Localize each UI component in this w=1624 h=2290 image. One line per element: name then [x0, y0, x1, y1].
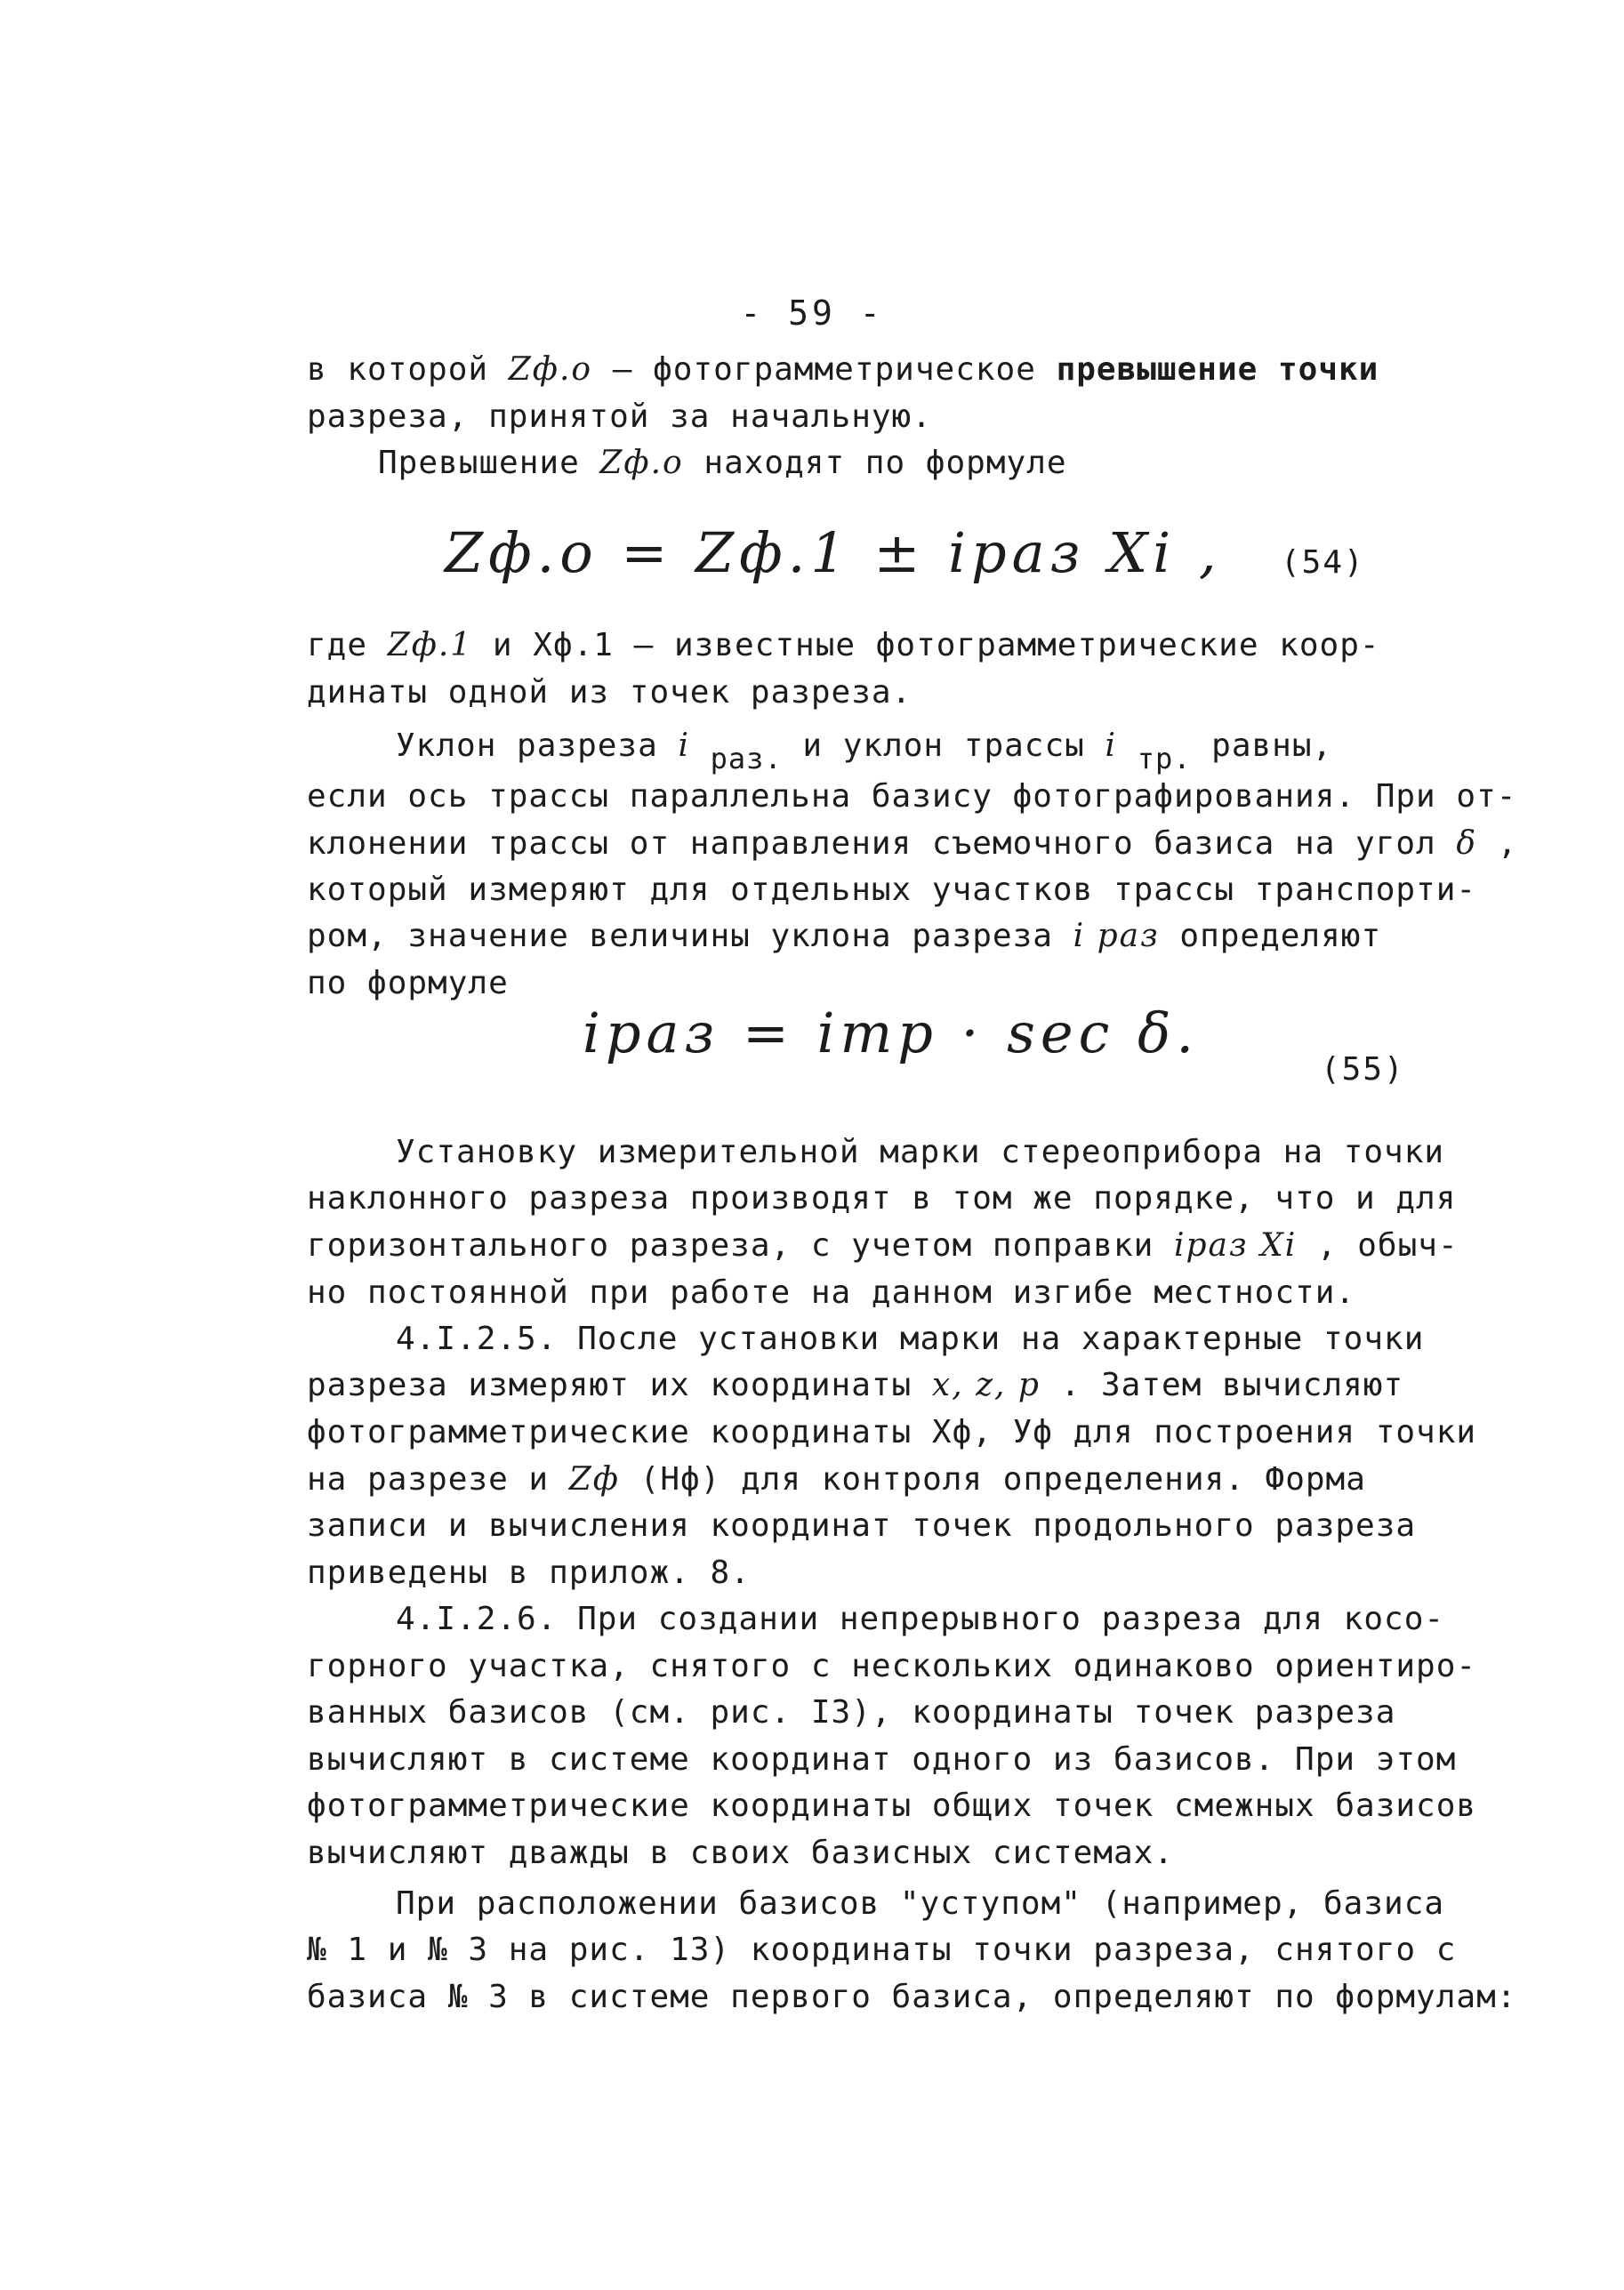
text-line-26: фотограмметрические координаты общих точек смежных базисов [307, 1788, 1477, 1824]
text-line-23: горного участка, снятого с нескольких одинаково ориентиро- [307, 1648, 1477, 1684]
text-line-22: 4.I.2.6. При создании непрерывного разреза для косо- [396, 1601, 1445, 1637]
text-line-5: динаты одной из точек разреза. [307, 674, 912, 711]
text-line-27: вычисляют дважды в своих базисных системах. [307, 1835, 1174, 1871]
handwritten-symbol: Zф.1 [387, 627, 473, 663]
text-line-3: Превышение Zф.о находят по формуле [378, 445, 1067, 481]
text-line-6: Уклон разреза i раз. и уклон трассы i тр. равны, [396, 727, 1333, 775]
page-number: - 59 - [740, 293, 884, 333]
formula-54: Zф.о = Zф.1 ± iраз Xi , [445, 520, 1222, 585]
text-line-16: 4.I.2.5. После установки марки на характерные точки [396, 1321, 1425, 1357]
text-line-2: разреза, принятой за начальную. [307, 398, 932, 435]
text-line-30: базиса № 3 в системе первого базиса, определяют по формулам: [307, 1979, 1517, 2015]
equation-number-54: (54) [1281, 544, 1365, 581]
text-line-13: наклонного разреза производят в том же порядке, что и для [307, 1180, 1457, 1217]
text-line-25: вычисляют в системе координат одного из базисов. При этом [307, 1741, 1457, 1778]
text-line-7: если ось трассы параллельна базису фотографирования. При от- [307, 778, 1517, 815]
handwritten-symbol: Zф.о [508, 351, 593, 388]
text-line-19: на разрезе и Zф (Нф) для контроля определения. Форма [307, 1461, 1366, 1498]
text-line-12: Установку измерительной марки стереоприбора на точки [396, 1134, 1445, 1170]
text-line-10: ром, значение величины уклона разреза i раз определяют [307, 918, 1382, 954]
text-line-11: по формуле [307, 965, 509, 1001]
text-line-14: горизонтального разреза, с учетом поправки iраз Xi , обыч- [307, 1227, 1459, 1264]
text-line-21: приведены в прилож. 8. [307, 1555, 751, 1591]
handwritten-symbol: iраз Xi [1173, 1227, 1298, 1264]
text-line-1: в которой Zф.о – фотограмметрическое превышение точки [307, 351, 1379, 388]
handwritten-symbol: Zф.о [599, 445, 684, 481]
handwritten-symbol: Zф [568, 1461, 620, 1498]
equation-number-55: (55) [1321, 1051, 1405, 1088]
handwritten-symbol: i раз [1073, 918, 1160, 954]
text-line-8: клонении трассы от направления съемочного базиса на угол δ , [307, 825, 1518, 862]
text-line-9: который измеряют для отдельных участков трассы транспорти- [307, 872, 1477, 908]
text-line-28: При расположении базисов "уступом" (например, базиса [396, 1885, 1445, 1922]
formula-55: iраз = iтр · sec δ. [583, 1000, 1200, 1065]
text-line-4: где Zф.1 и Хф.1 – известные фотограмметрические коор- [307, 627, 1380, 663]
text-line-17: разреза измеряют их координаты x, z, p . Затем вычисляют [307, 1367, 1404, 1403]
text-line-20: записи и вычисления координат точек продольного разреза [307, 1507, 1417, 1544]
handwritten-symbol: x, z, p [931, 1367, 1041, 1403]
text-line-15: но постоянной при работе на данном изгибе местности. [307, 1274, 1356, 1311]
text-line-24: ванных базисов (см. рис. I3), координаты точек разреза [307, 1694, 1396, 1731]
text-line-29: № 1 и № 3 на рис. 13) координаты точки разреза, снятого с [307, 1932, 1457, 1968]
text-line-18: фотограмметрические координаты Хф, Уф для построения точки [307, 1414, 1477, 1450]
